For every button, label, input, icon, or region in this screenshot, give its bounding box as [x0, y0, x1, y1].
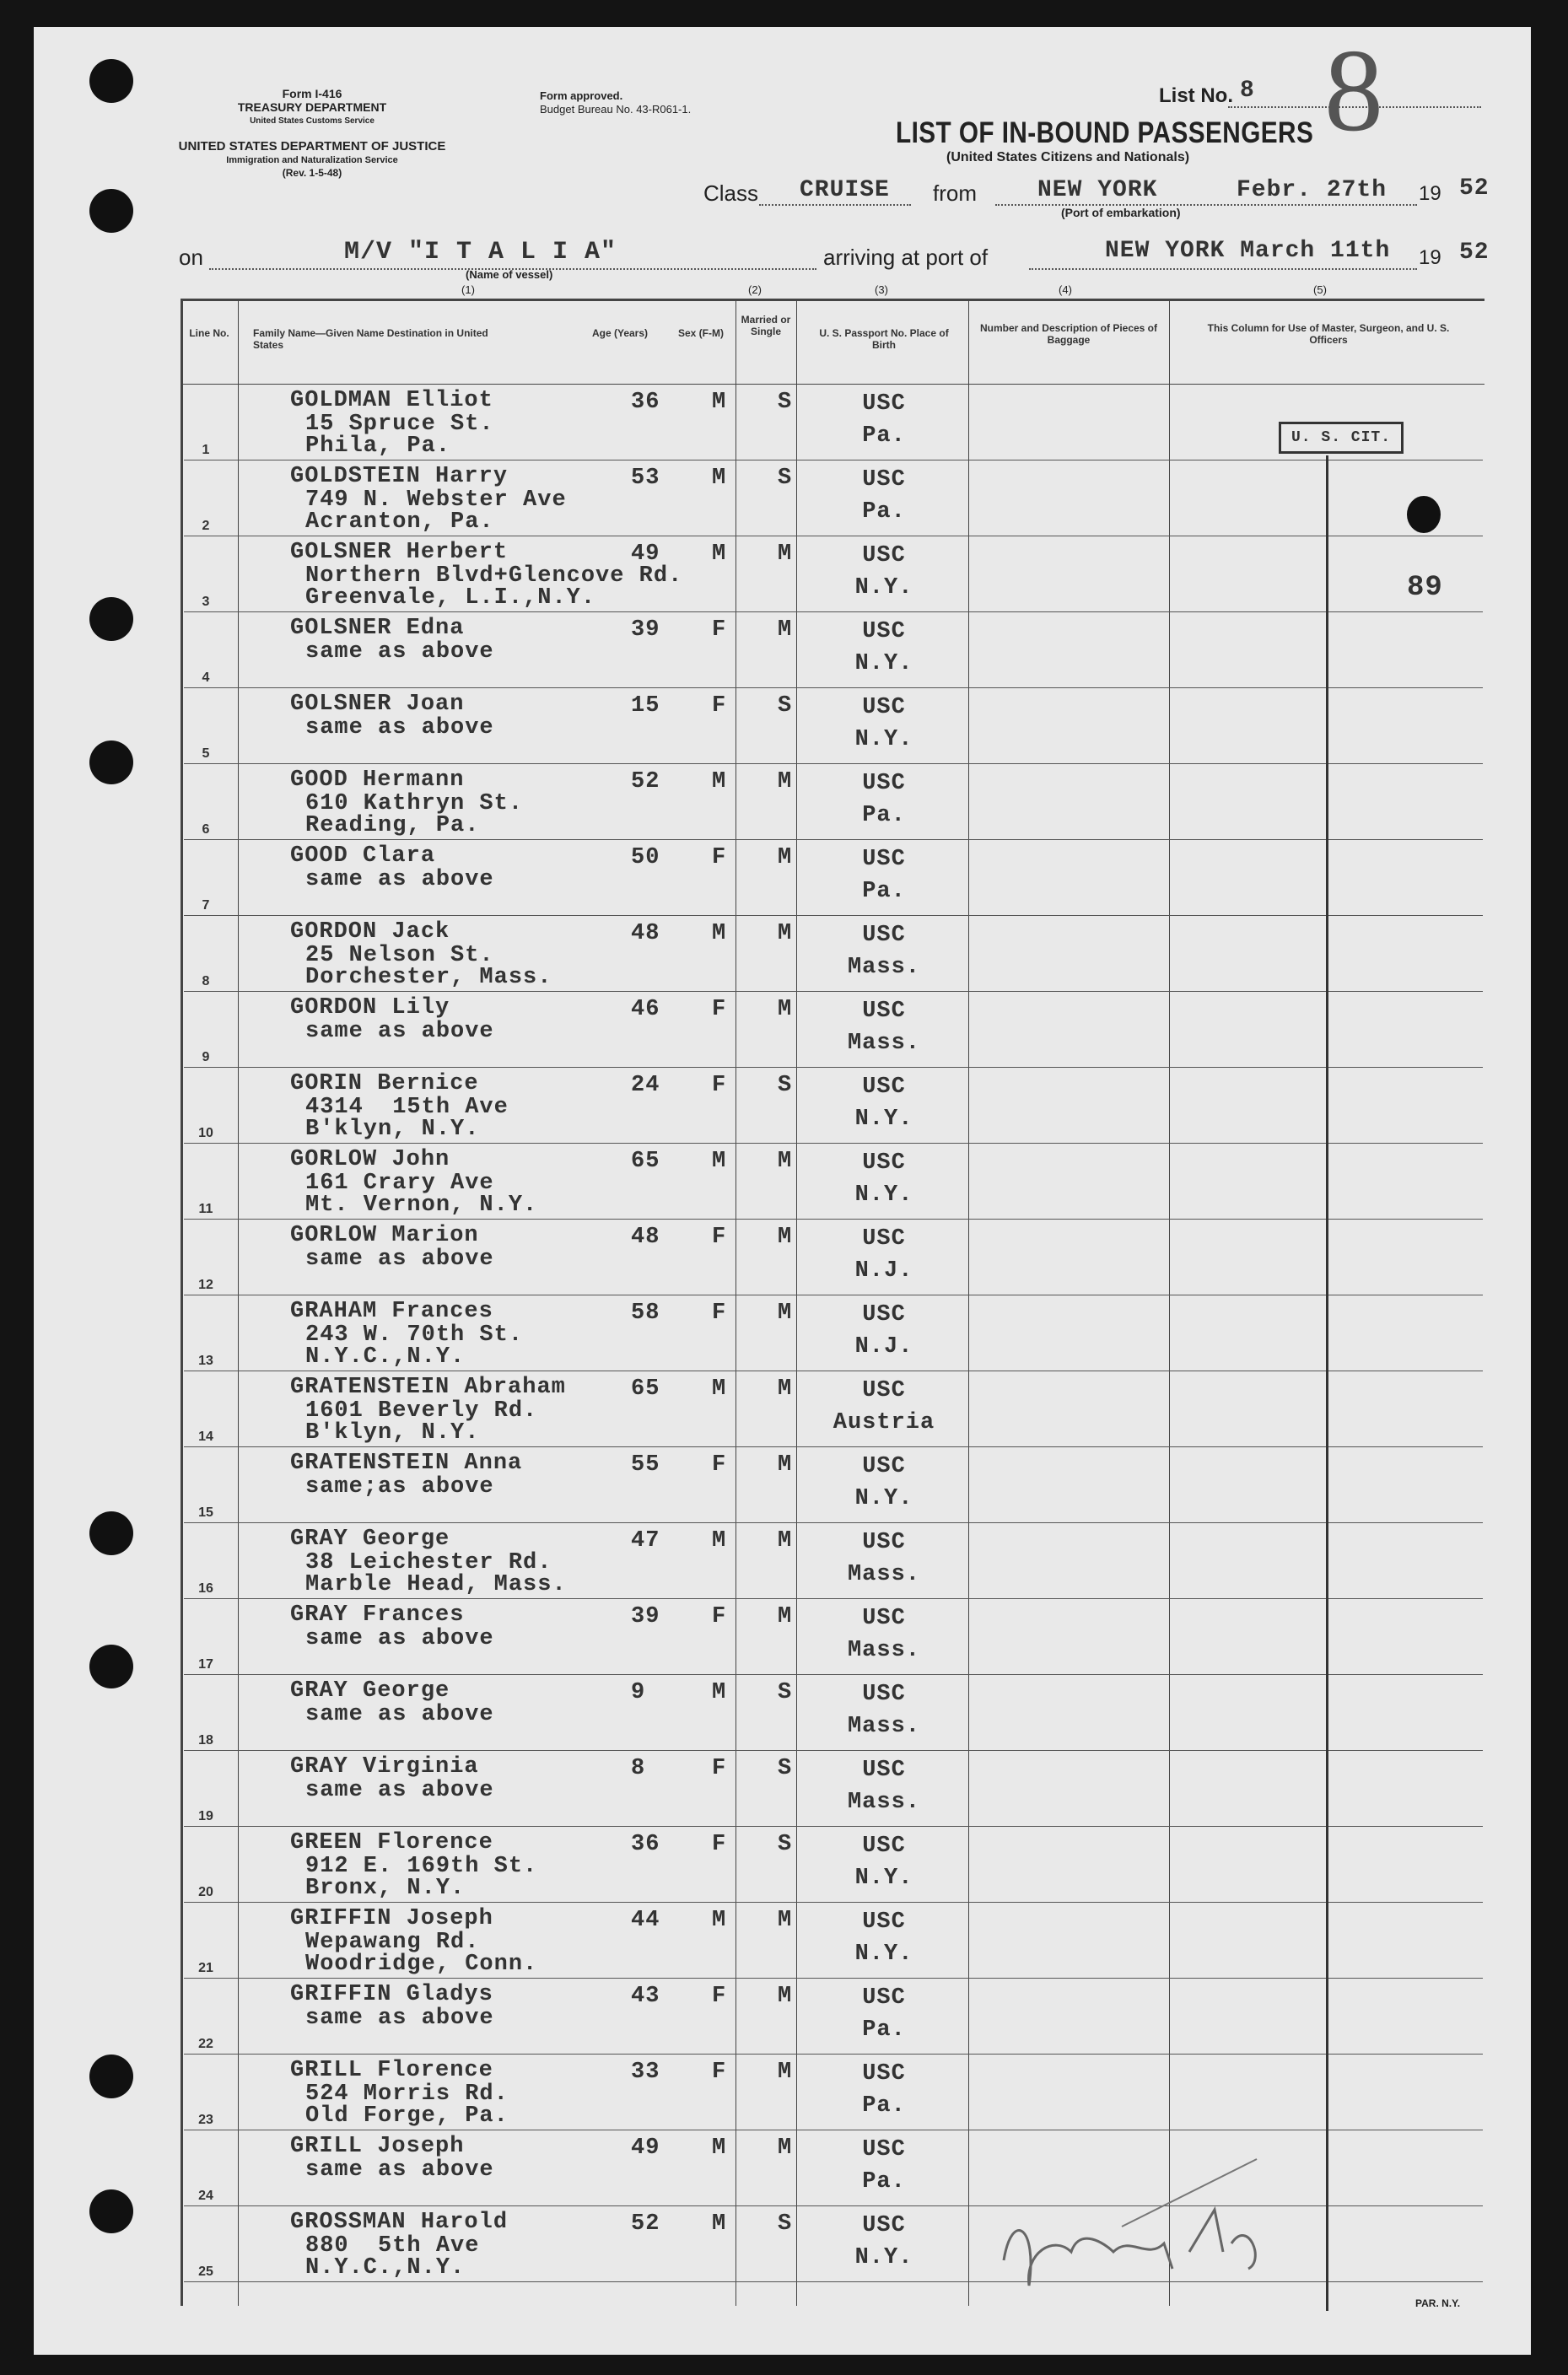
- marital-status: M: [778, 2060, 793, 2085]
- marital-status: M: [778, 769, 793, 794]
- passport-birthplace: USC N.Y.: [854, 2213, 913, 2270]
- passport-birthplace: USC N.Y.: [854, 695, 913, 752]
- destination: 243 W. 70th St. N.Y.C.,N.Y.: [305, 1322, 524, 1370]
- sex-value: F: [712, 1832, 727, 1857]
- form-approved: Form approved.: [540, 89, 623, 102]
- sex-value: M: [712, 390, 727, 415]
- line-number: 5: [202, 746, 210, 761]
- passport-birthplace: USC N.Y.: [854, 619, 913, 676]
- age-value: 49: [631, 541, 660, 567]
- marital-status: M: [778, 921, 793, 946]
- header-sex: Sex (F-M): [678, 327, 724, 339]
- budget-bureau: Budget Bureau No. 43-R061-1.: [540, 103, 692, 116]
- age-value: 49: [631, 2135, 660, 2161]
- passenger-name: GRATENSTEIN Abraham: [290, 1375, 566, 1400]
- col-number: (3): [875, 283, 888, 296]
- passenger-name: GRILL Joseph: [290, 2134, 465, 2159]
- table-row: [184, 1068, 1483, 1144]
- passenger-name: GRIFFIN Joseph: [290, 1906, 493, 1931]
- destination: same;as above: [305, 1474, 494, 1500]
- table-row: [184, 764, 1483, 840]
- destination: same as above: [305, 1019, 494, 1044]
- age-value: 58: [631, 1301, 660, 1326]
- marital-status: M: [778, 1225, 793, 1250]
- line-number: 13: [198, 1354, 213, 1368]
- passport-birthplace: USC Pa.: [862, 467, 906, 525]
- officer-signature: [978, 2125, 1282, 2311]
- age-value: 65: [631, 1149, 660, 1174]
- age-value: 36: [631, 1832, 660, 1857]
- list-number: 8: [1240, 78, 1255, 104]
- sex-value: F: [712, 1225, 727, 1250]
- age-value: 65: [631, 1376, 660, 1402]
- embarkation-note: (Port of embarkation): [1061, 206, 1181, 219]
- marital-status: S: [778, 693, 793, 719]
- list-label: List No.: [1159, 84, 1233, 107]
- passenger-name: GORLOW Marion: [290, 1223, 479, 1248]
- table-row: [184, 2206, 1483, 2282]
- destination: 4314 15th Ave B'klyn, N.Y.: [305, 1095, 509, 1142]
- table-row: [184, 1523, 1483, 1599]
- punch-hole: [89, 2189, 133, 2233]
- marital-status: M: [778, 1149, 793, 1174]
- year-prefix-1: 19: [1419, 182, 1441, 205]
- table-row: [184, 1827, 1483, 1903]
- line-number: 25: [198, 2265, 213, 2279]
- table-row: [184, 688, 1483, 764]
- line-number: 2: [202, 519, 210, 533]
- age-value: 9: [631, 1680, 646, 1705]
- destination: 15 Spruce St. Phila, Pa.: [305, 412, 494, 459]
- punch-hole: [89, 741, 133, 784]
- passenger-name: GOOD Hermann: [290, 767, 465, 793]
- immigration-service: Immigration and Naturalization Service: [226, 155, 398, 165]
- header-baggage: Number and Description of Pieces of Baggage: [979, 322, 1158, 346]
- col-number: (2): [748, 283, 762, 296]
- line-number: 10: [198, 1126, 213, 1140]
- marital-status: M: [778, 1984, 793, 2009]
- sex-value: F: [712, 617, 727, 643]
- passenger-name: GORIN Bernice: [290, 1071, 479, 1096]
- table-row: [184, 1295, 1483, 1371]
- punch-hole: [89, 1645, 133, 1688]
- passport-birthplace: USC Pa.: [862, 2061, 906, 2119]
- year-2: 52: [1459, 240, 1490, 266]
- marital-status: S: [778, 466, 793, 491]
- passport-birthplace: USC N.Y.: [854, 1074, 913, 1132]
- passenger-name: GRAY Frances: [290, 1602, 465, 1628]
- destination: 880 5th Ave N.Y.C.,N.Y.: [305, 2233, 480, 2281]
- table-row: [184, 1599, 1483, 1675]
- line-number: 11: [198, 1202, 213, 1216]
- treasury-department: TREASURY DEPARTMENT: [237, 100, 387, 114]
- destination: same as above: [305, 715, 494, 741]
- line-number: 16: [198, 1581, 213, 1596]
- on-label: on: [179, 245, 203, 270]
- sex-value: F: [712, 1604, 727, 1629]
- marital-status: M: [778, 541, 793, 567]
- line-number: 7: [202, 898, 210, 913]
- passport-birthplace: USC N.Y.: [854, 1454, 913, 1511]
- destination: 25 Nelson St. Dorchester, Mass.: [305, 943, 552, 990]
- passenger-name: GOLSNER Edna: [290, 616, 465, 641]
- punch-hole: [89, 2055, 133, 2098]
- marital-status: M: [778, 997, 793, 1022]
- age-value: 52: [631, 2211, 660, 2237]
- passenger-name: GRILL Florence: [290, 2058, 493, 2083]
- table-row: [184, 536, 1483, 612]
- year-prefix-2: 19: [1419, 246, 1441, 269]
- marital-status: S: [778, 1680, 793, 1705]
- justice-department: UNITED STATES DEPARTMENT OF JUSTICE: [178, 139, 446, 153]
- passport-birthplace: USC N.J.: [854, 1226, 913, 1284]
- sex-value: F: [712, 2060, 727, 2085]
- passenger-name: GREEN Florence: [290, 1830, 493, 1855]
- marital-status: M: [778, 617, 793, 643]
- sex-value: F: [712, 1984, 727, 2009]
- passport-birthplace: USC N.Y.: [854, 1834, 913, 1891]
- passport-birthplace: USC Pa.: [862, 2137, 906, 2195]
- passport-birthplace: USC Mass.: [847, 1758, 920, 1815]
- document-title: LIST OF IN-BOUND PASSENGERS: [896, 116, 1314, 149]
- sex-value: F: [712, 693, 727, 719]
- header-married: Married or Single: [741, 314, 791, 337]
- printer-mark: PAR. N.Y.: [1415, 2297, 1461, 2309]
- line-number: 17: [198, 1657, 213, 1672]
- sex-value: F: [712, 997, 727, 1022]
- passenger-rows: [184, 385, 1483, 2282]
- header-passport: U. S. Passport No. Place of Birth: [819, 327, 949, 351]
- class-label: Class: [703, 180, 759, 206]
- table-row: [184, 992, 1483, 1068]
- passenger-name: GOOD Clara: [290, 843, 436, 869]
- marital-status: M: [778, 1528, 793, 1554]
- passenger-name: GROSSMAN Harold: [290, 2210, 509, 2235]
- col-number: (1): [461, 283, 475, 296]
- line-number: 4: [202, 670, 210, 685]
- line-number: 3: [202, 595, 210, 609]
- sex-value: F: [712, 1301, 727, 1326]
- age-value: 48: [631, 921, 660, 946]
- table-row: [184, 2130, 1483, 2206]
- age-value: 52: [631, 769, 660, 794]
- list-number-large: 8: [1324, 25, 1383, 156]
- passenger-name: GRATENSTEIN Anna: [290, 1451, 523, 1476]
- header-officers: This Column for Use of Master, Surgeon, and U. S. Officers: [1207, 322, 1450, 346]
- passport-birthplace: USC Mass.: [847, 999, 920, 1056]
- embarkation-port: NEW YORK: [1037, 177, 1158, 203]
- sex-value: M: [712, 466, 727, 491]
- line-number: 6: [202, 822, 210, 837]
- line-number: 14: [198, 1430, 213, 1444]
- header-name: Family Name—Given Name Destination in United States: [253, 327, 488, 351]
- table-row: [184, 1751, 1483, 1827]
- passenger-name: GRAY Virginia: [290, 1754, 479, 1780]
- table-row: [184, 1903, 1483, 1979]
- age-value: 47: [631, 1528, 660, 1554]
- destination: 749 N. Webster Ave Acranton, Pa.: [305, 487, 567, 535]
- line-number: 22: [198, 2037, 213, 2051]
- age-value: 36: [631, 390, 660, 415]
- table-row: [184, 916, 1483, 992]
- sex-value: M: [712, 1528, 727, 1554]
- col-number: (5): [1313, 283, 1327, 296]
- passport-birthplace: USC Mass.: [847, 1682, 920, 1739]
- destination: 524 Morris Rd. Old Forge, Pa.: [305, 2081, 509, 2129]
- sex-value: F: [712, 1073, 727, 1098]
- line-number: 19: [198, 1809, 213, 1823]
- line-number: 15: [198, 1505, 213, 1520]
- destination: 610 Kathryn St. Reading, Pa.: [305, 791, 524, 838]
- form-number: Form I-416: [282, 87, 342, 100]
- sex-value: M: [712, 1908, 727, 1933]
- line-number: 21: [198, 1961, 213, 1975]
- revision-date: (Rev. 1-5-48): [282, 167, 342, 179]
- destination: same as above: [305, 1778, 494, 1803]
- table-row: [184, 840, 1483, 916]
- age-value: 50: [631, 845, 660, 870]
- sex-value: M: [712, 921, 727, 946]
- table-row: [184, 1220, 1483, 1295]
- passport-birthplace: USC Austria: [832, 1378, 935, 1435]
- passenger-name: GRAY George: [290, 1678, 450, 1704]
- header-age: Age (Years): [591, 327, 649, 339]
- destination: Northern Blvd+Glencove Rd. Greenvale, L.I.,N.Y.: [305, 563, 683, 611]
- line-number: 18: [198, 1733, 213, 1748]
- passport-birthplace: USC Mass.: [847, 1606, 920, 1663]
- destination: 1601 Beverly Rd. B'klyn, N.Y.: [305, 1398, 538, 1446]
- table-row: [184, 612, 1483, 688]
- marital-status: M: [778, 1301, 793, 1326]
- passport-birthplace: USC Mass.: [847, 923, 920, 980]
- vessel-note: (Name of vessel): [466, 268, 553, 281]
- punch-hole: [89, 189, 133, 233]
- arrival-port-date: NEW YORK March 11th: [1105, 238, 1391, 264]
- passenger-name: GORLOW John: [290, 1147, 450, 1172]
- marital-status: S: [778, 2211, 793, 2237]
- passenger-name: GORDON Lily: [290, 995, 450, 1021]
- age-value: 8: [631, 1756, 646, 1781]
- passport-birthplace: USC Pa.: [862, 391, 906, 449]
- sex-value: M: [712, 769, 727, 794]
- marital-status: M: [778, 1452, 793, 1478]
- marital-status: M: [778, 1908, 793, 1933]
- destination: same as above: [305, 2006, 494, 2031]
- destination: same as above: [305, 1626, 494, 1651]
- line-number: 20: [198, 1885, 213, 1899]
- age-value: 39: [631, 617, 660, 643]
- sex-value: F: [712, 845, 727, 870]
- marital-status: S: [778, 1756, 793, 1781]
- destination: same as above: [305, 1702, 494, 1727]
- passport-birthplace: USC Mass.: [847, 1530, 920, 1587]
- table-row: [184, 2055, 1483, 2130]
- age-value: 33: [631, 2060, 660, 2085]
- passport-birthplace: USC N.Y.: [854, 1909, 913, 1967]
- age-value: 24: [631, 1073, 660, 1098]
- destination: same as above: [305, 1247, 494, 1272]
- marital-status: M: [778, 1376, 793, 1402]
- sex-value: M: [712, 541, 727, 567]
- table-row: [184, 1144, 1483, 1220]
- from-label: from: [933, 180, 977, 206]
- passenger-name: GORDON Jack: [290, 919, 450, 945]
- passport-birthplace: USC N.J.: [854, 1302, 913, 1360]
- passenger-name: GOLDMAN Elliot: [290, 388, 493, 413]
- destination: same as above: [305, 2157, 494, 2183]
- marital-status: S: [778, 1073, 793, 1098]
- vessel-name: M/V "I T A L I A": [344, 238, 617, 267]
- table-row: [184, 1371, 1483, 1447]
- marital-status: M: [778, 845, 793, 870]
- destination: 161 Crary Ave Mt. Vernon, N.Y.: [305, 1171, 538, 1218]
- citizenship-stamp: U. S. CIT.: [1279, 422, 1404, 454]
- destination: Wepawang Rd. Woodridge, Conn.: [305, 1930, 538, 1977]
- line-number: 24: [198, 2189, 213, 2203]
- sex-value: M: [712, 2135, 727, 2161]
- line-number: 8: [202, 974, 210, 988]
- embarkation-date: Febr. 27th: [1237, 177, 1387, 203]
- document-subtitle: (United States Citizens and Nationals): [946, 150, 1190, 164]
- age-value: 39: [631, 1604, 660, 1629]
- marital-status: S: [778, 390, 793, 415]
- passenger-name: GRAHAM Frances: [290, 1299, 493, 1324]
- year-1: 52: [1459, 175, 1490, 202]
- passport-birthplace: USC Pa.: [862, 771, 906, 828]
- age-value: 55: [631, 1452, 660, 1478]
- sex-value: M: [712, 1680, 727, 1705]
- passenger-name: GOLDSTEIN Harry: [290, 464, 509, 489]
- line-number: 1: [202, 443, 210, 457]
- sex-value: M: [712, 1376, 727, 1402]
- passenger-name: GRAY George: [290, 1527, 450, 1552]
- passport-birthplace: USC N.Y.: [854, 543, 913, 600]
- table-row: [184, 1675, 1483, 1751]
- arriving-label: arriving at port of: [823, 245, 989, 270]
- passport-birthplace: USC Pa.: [862, 847, 906, 904]
- passenger-name: GRIFFIN Gladys: [290, 1982, 493, 2007]
- class-value: CRUISE: [800, 177, 890, 203]
- customs-service: United States Customs Service: [250, 116, 374, 126]
- marital-status: S: [778, 1832, 793, 1857]
- line-number: 23: [198, 2113, 213, 2127]
- passport-birthplace: USC N.Y.: [854, 1150, 913, 1208]
- age-value: 43: [631, 1984, 660, 2009]
- passport-birthplace: USC Pa.: [862, 1985, 906, 2043]
- age-value: 15: [631, 693, 660, 719]
- table-row: [184, 1447, 1483, 1523]
- punch-hole: [89, 59, 133, 103]
- age-value: 46: [631, 997, 660, 1022]
- age-value: 48: [631, 1225, 660, 1250]
- col-number: (4): [1059, 283, 1072, 296]
- destination: 38 Leichester Rd. Marble Head, Mass.: [305, 1550, 567, 1597]
- line-number: 12: [198, 1278, 213, 1292]
- line-number: 9: [202, 1050, 210, 1064]
- age-value: 53: [631, 466, 660, 491]
- passenger-name: GOLSNER Joan: [290, 692, 465, 717]
- header-line-no: Line No.: [189, 327, 229, 339]
- destination: 912 E. 169th St. Bronx, N.Y.: [305, 1854, 538, 1901]
- punch-hole: [89, 597, 133, 641]
- sex-value: M: [712, 1149, 727, 1174]
- marital-status: M: [778, 1604, 793, 1629]
- marital-status: M: [778, 2135, 793, 2161]
- sex-value: M: [712, 2211, 727, 2237]
- table-row: [184, 1979, 1483, 2055]
- age-value: 44: [631, 1908, 660, 1933]
- passenger-name: GOLSNER Herbert: [290, 540, 509, 565]
- sex-value: F: [712, 1452, 727, 1478]
- margin-note: 89: [1407, 572, 1443, 604]
- destination: same as above: [305, 639, 494, 665]
- destination: same as above: [305, 867, 494, 892]
- punch-hole: [89, 1511, 133, 1555]
- table-row: [184, 460, 1483, 536]
- sex-value: F: [712, 1756, 727, 1781]
